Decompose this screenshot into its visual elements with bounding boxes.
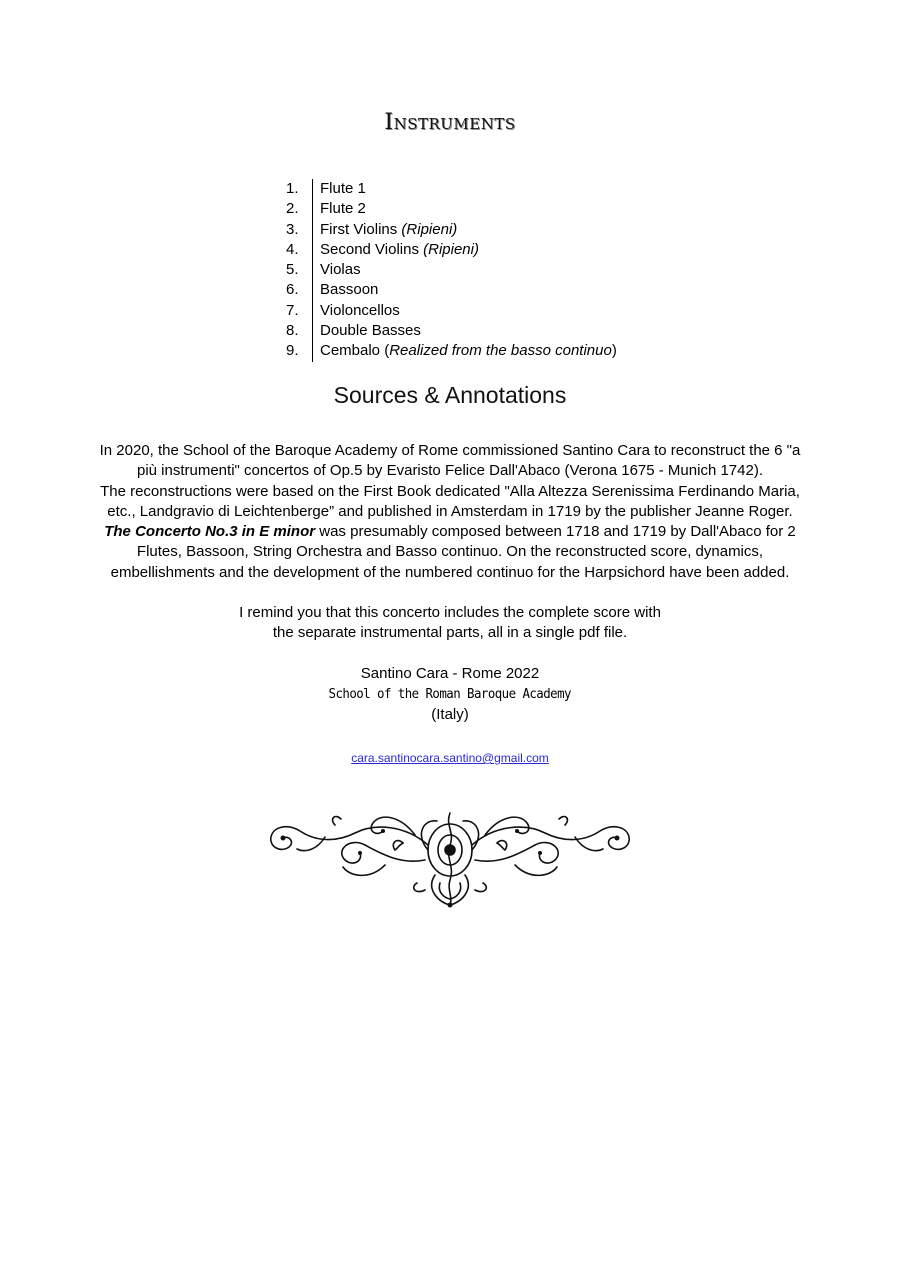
section-heading: Sources & Annotations <box>333 382 567 408</box>
item-name: Second Violins <box>320 240 424 258</box>
item-note: (Ripieni) <box>423 240 479 258</box>
list-item <box>280 179 680 199</box>
author-country: (Italy) <box>431 705 469 723</box>
annotations-paragraph <box>80 441 820 583</box>
list-item <box>280 240 680 260</box>
signature-block <box>80 664 820 725</box>
item-tail: ) <box>611 342 617 360</box>
author-name: Santino Cara - Rome 2022 <box>360 665 540 682</box>
item-name: Violas <box>320 261 361 279</box>
paragraph-line: etc., Landgravio di Leichtenberge” and published in Amsterdam in 1719 by the publisher Jeanne Roger. <box>107 502 793 520</box>
paragraph-line: più instrumenti" concertos of Op.5 by Evaristo Felice Dall'Abaco (Verona 1675 - Munich 1742). <box>136 462 763 480</box>
item-name: Double Basses <box>320 322 421 340</box>
item-number: 1. <box>280 179 313 199</box>
item-name-wrap <box>320 341 617 361</box>
item-name: Flute 2 <box>320 200 366 218</box>
item-number: 3. <box>280 220 313 240</box>
item-number: 9. <box>280 341 313 361</box>
paragraph-line: the separate instrumental parts, all in a single pdf file. <box>272 624 628 642</box>
paragraph-line <box>80 522 820 542</box>
paragraph-line: Flutes, Bassoon, String Orchestra and Basso continuo. On the reconstructed score, dynamics, <box>136 543 764 561</box>
paragraph-line: The reconstructions were based on the First Book dedicated "Alla Altezza Serenissima Ferdinando Maria, <box>100 482 800 500</box>
item-name: First Violins <box>320 220 402 238</box>
item-note: (Ripieni) <box>401 220 458 238</box>
paragraph-line: I remind you that this concerto includes the complete score with <box>239 604 661 621</box>
remind-paragraph <box>80 603 820 644</box>
item-number: 8. <box>280 321 313 341</box>
list-item <box>280 220 680 240</box>
item-number: 2. <box>280 199 313 219</box>
list-item <box>280 260 680 280</box>
item-name: Cembalo ( <box>320 342 390 360</box>
baroque-scroll-ornament-icon <box>265 805 635 910</box>
paragraph-line: embellishments and the development of the numbered continuo for the Harpsichord have been added. <box>110 563 790 581</box>
item-name: Flute 1 <box>320 180 366 197</box>
item-name: Violoncellos <box>320 301 400 319</box>
list-item <box>280 280 680 300</box>
list-item <box>280 341 680 361</box>
item-number: 4. <box>280 240 313 260</box>
item-name-wrap <box>320 220 457 240</box>
item-name: Bassoon <box>320 281 379 299</box>
list-item <box>280 199 680 219</box>
paragraph-line: In 2020, the School of the Baroque Academy of Rome commissioned Santino Cara to reconstruct the 6 "a <box>99 442 801 459</box>
list-item <box>280 301 680 321</box>
instrument-list <box>280 179 680 362</box>
school-name: School of the Roman Baroque Academy <box>328 686 572 703</box>
item-name-wrap <box>320 240 479 260</box>
email-container <box>0 751 900 765</box>
concerto-title: The Concerto No.3 in E minor <box>104 523 316 541</box>
paragraph-text: was presumably composed between 1718 and 1719 by Dall'Abaco for 2 <box>315 523 796 541</box>
item-note: Realized from the basso continuo <box>389 342 612 360</box>
email-link[interactable]: cara.santinocara.santino@gmail.com <box>351 751 549 765</box>
item-number: 5. <box>280 260 313 280</box>
list-item <box>280 321 680 341</box>
page-title: Instruments <box>384 110 516 135</box>
item-number: 6. <box>280 280 313 300</box>
item-number: 7. <box>280 301 313 321</box>
